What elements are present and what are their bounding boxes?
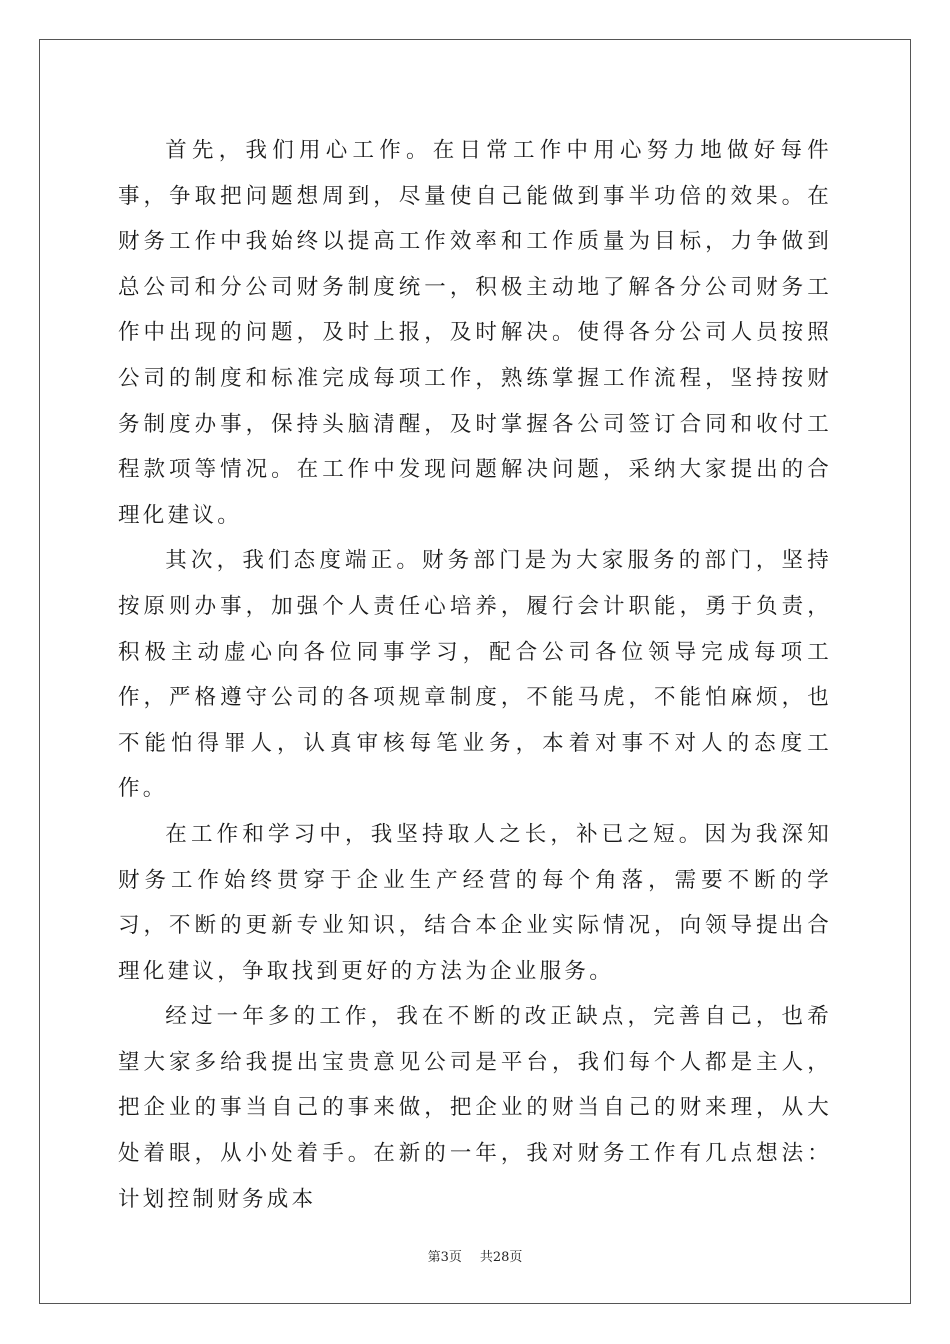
document-body (118, 128, 832, 1222)
page-footer (0, 1246, 950, 1265)
current-page-label: 第3页 (427, 1250, 462, 1265)
paragraph-2: 其次，我们态度端正。财务部门是为大家服务的部门，坚持按原则办事，加强个人责任心培养，履行会计职能，勇于负责，积极主动虚心向各位同事学习，配合公司各位领导完成每项工作，严格遵守公司的各项规章制度，不能马虎，不能怕麻烦，也不能怕得罪人，认真审核每笔业务，本着对事不对人的态度工作。 (118, 548, 832, 802)
total-pages-label: 共28页 (479, 1250, 523, 1265)
paragraph-4: 经过一年多的工作，我在不断的改正缺点，完善自己，也希望大家多给我提出宝贵意见公司是平台，我们每个人都是主人，把企业的事当自己的事来做，把企业的财当自己的财来理，从大处着眼，从小处着手。在新的一年，我对财务工作有几点想法：计划控制财务成本 (118, 1004, 832, 1212)
paragraph-3: 在工作和学习中，我坚持取人之长，补已之短。因为我深知财务工作始终贯穿于企业生产经营的每个角落，需要不断的学习，不断的更新专业知识，结合本企业实际情况，向领导提出合理化建议，争取找到更好的方法为企业服务。 (118, 821, 832, 984)
paragraph-1: 首先，我们用心工作。在日常工作中用心努力地做好每件事，争取把问题想周到，尽量使自己能做到事半功倍的效果。在财务工作中我始终以提高工作效率和工作质量为目标，力争做到总公司和分公司财务制度统一，积极主动地了解各分公司财务工作中出现的问题，及时上报，及时解决。使得各分公司人员按照公司的制度和标准完成每项工作，熟练掌握工作流程，坚持按财务制度办事，保持头脑清醒，及时掌握各公司签订合同和收付工程款项等情况。在工作中发现问题解决问题，采纳大家提出的合理化建议。 (118, 138, 832, 528)
